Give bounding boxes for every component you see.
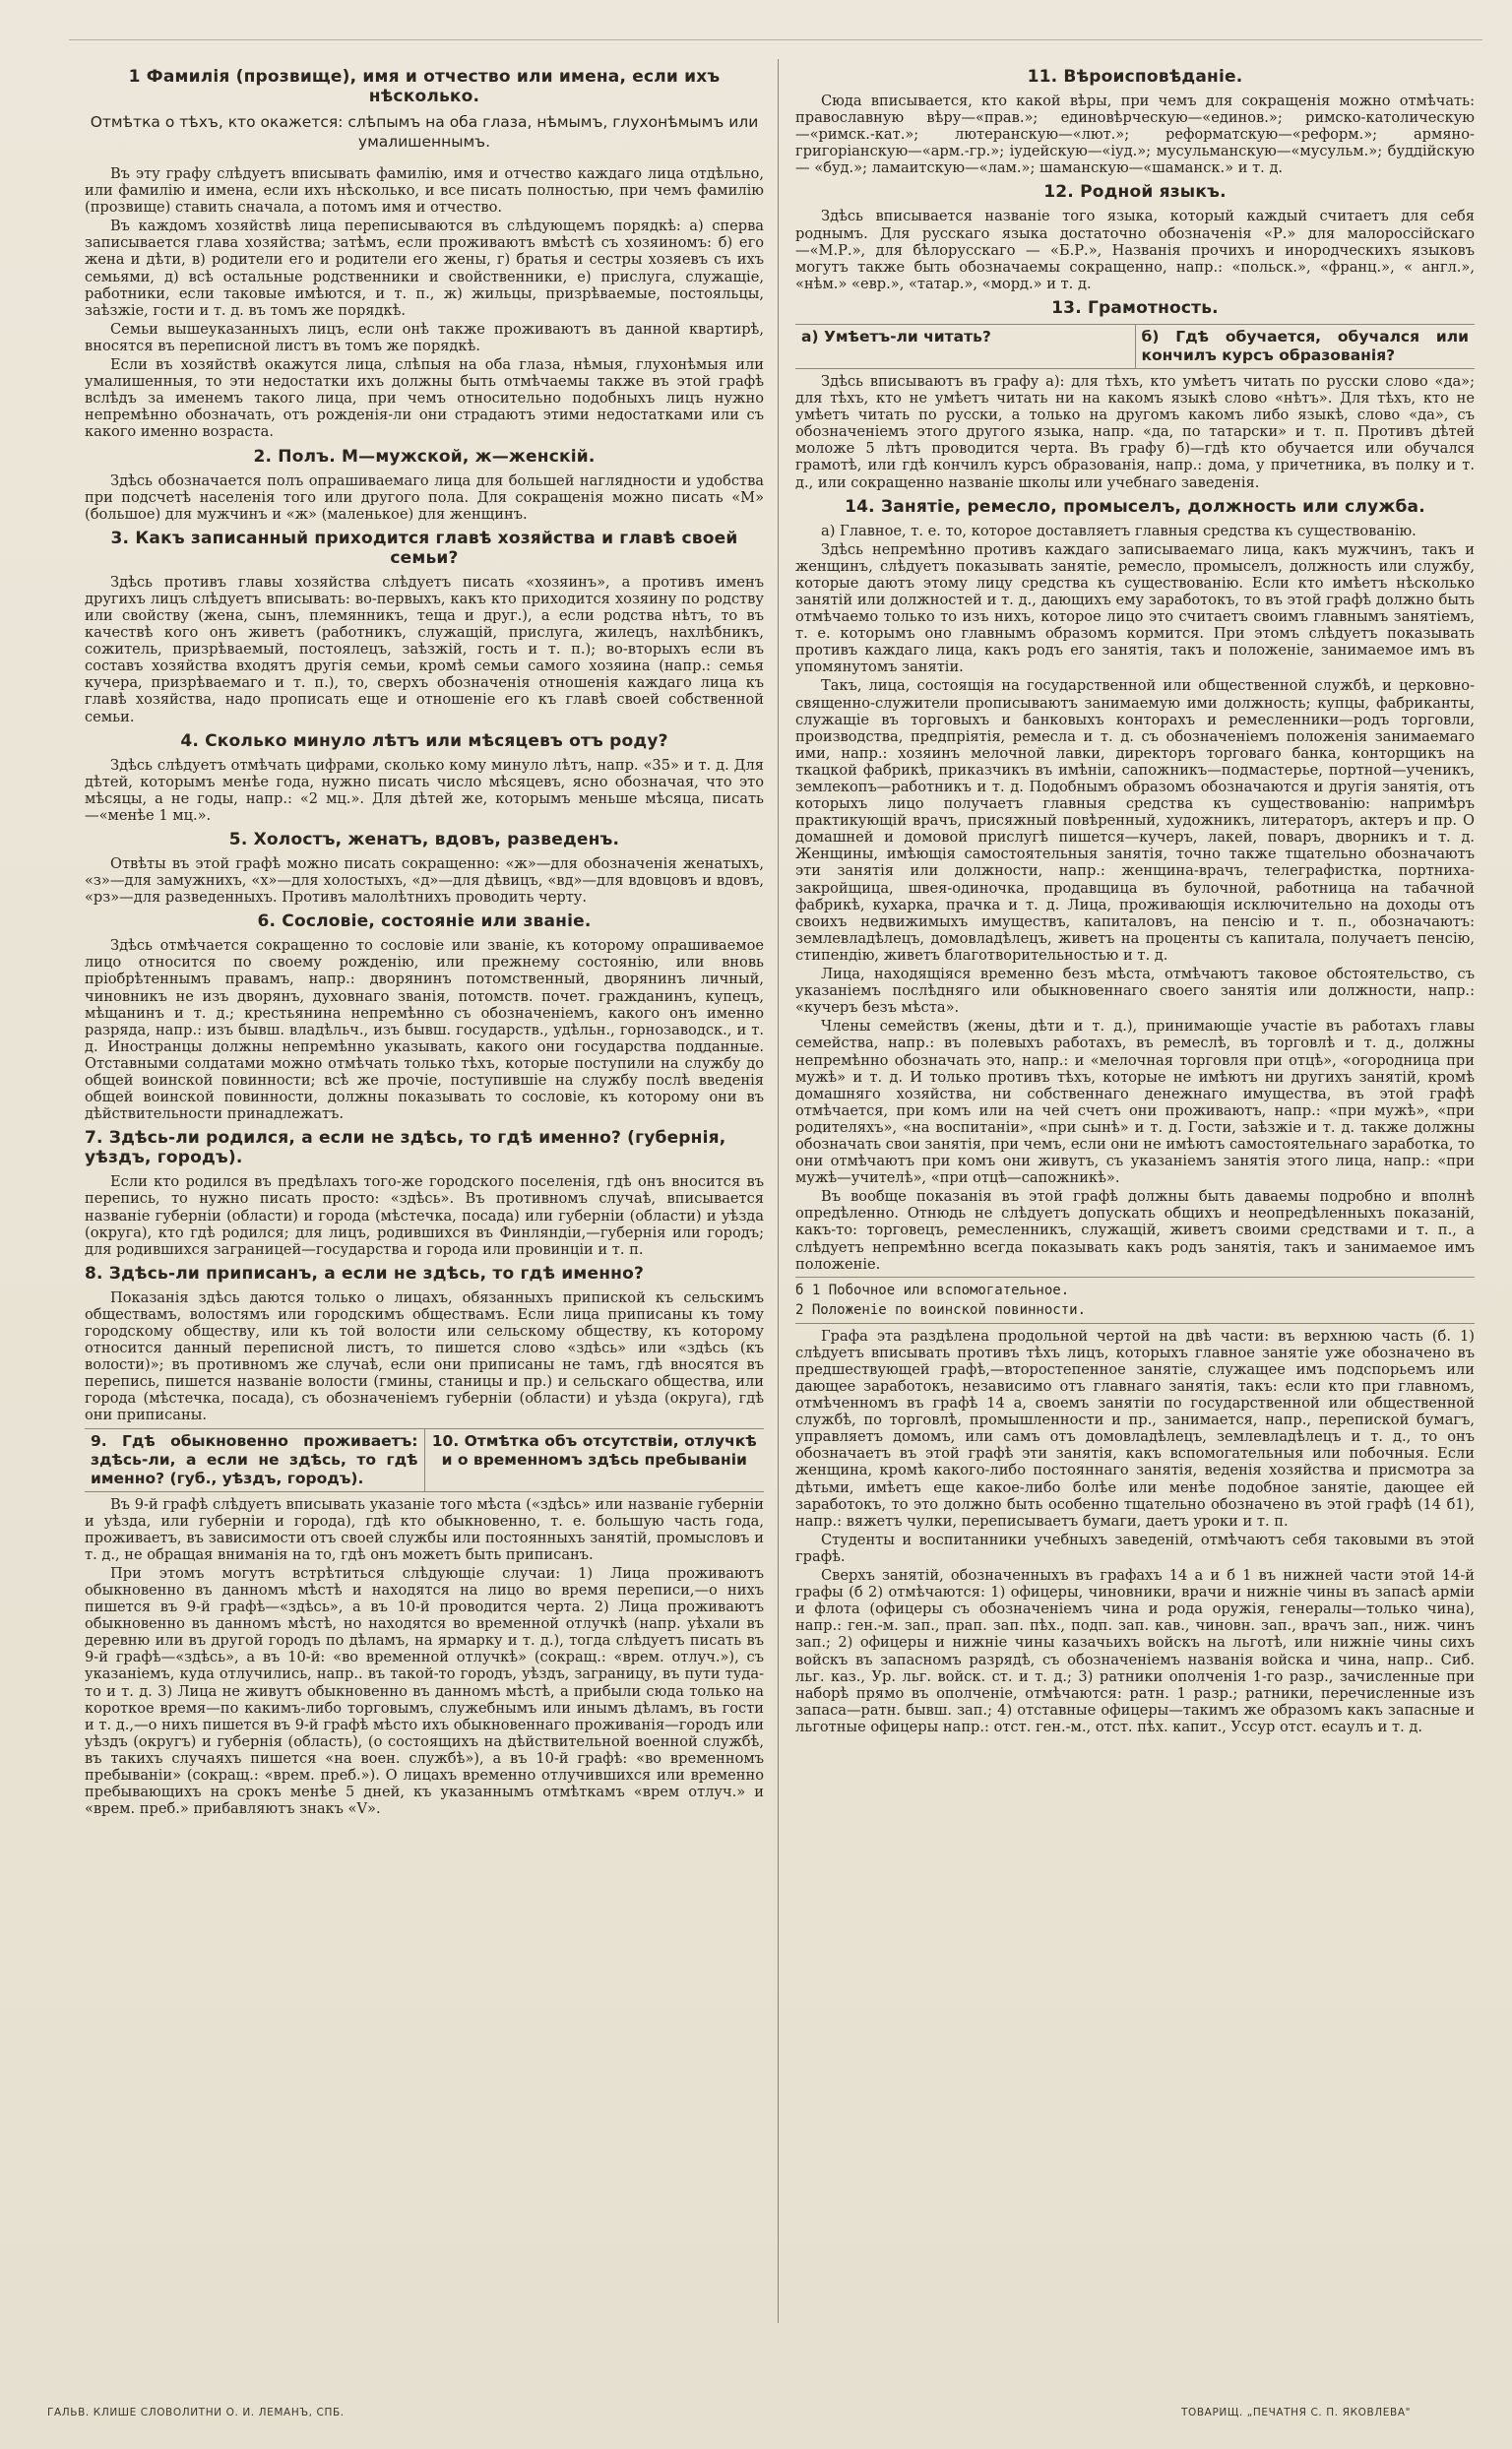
section-9-paragraph: Въ 9-й графѣ слѣдуетъ вписывать указаніе того мѣста («здѣсь» или названіе губерніи и уѣзда, или губерніи и города), гдѣ кто обыкновенно, т. е. большую часть года, проживаетъ, въ зависимости отъ своей службы или постоянныхъ занятій, промысловъ и т. д., не обращая вниманія на то, гдѣ онъ можетъ быть приписанъ. (85, 1495, 764, 1563)
section-3-title: 3. Какъ записанный приходится главѣ хозяйства и главѣ своей семьи? (110, 528, 738, 568)
section-5-paragraph: Отвѣты въ этой графѣ можно писать сокращенно: «ж»—для обозначенія женатыхъ, «з»—для замужнихъ, «х»—для холостыхъ, «д»—для дѣвицъ, «вд»—для вдовцовъ и вдовъ, «рз»—для разведенныхъ. Противъ малолѣтнихъ проводить черту. (85, 855, 764, 907)
section-9-title: 9. Гдѣ обыкновенно проживаетъ: здѣсь-ли, а если не здѣсь, то гдѣ именно? (губ., уѣздъ, городъ). (85, 1429, 425, 1491)
section-1-note: Отмѣтка о тѣхъ, кто окажется: слѣпымъ на оба глаза, нѣмымъ, глухонѣмымъ или умалишеннымъ. (90, 113, 759, 151)
section-2-paragraph: Здѣсь обозначается полъ опрашиваемаго лица для большей наглядности и удобства при подсчетѣ населенія того или другого пола. Для сокращенія можно писать «М» (большое) для мужчинъ и «ж» (маленькое) для женщинъ. (85, 471, 764, 523)
section-separator (795, 1323, 1475, 1324)
section-14-paragraph: Члены семействъ (жены, дѣти и т. д.), принимающіе участіе въ работахъ главы семейства, напр.: въ полевыхъ работахъ, въ ремеслѣ, въ торговлѣ и т. д., должны непремѣнно обозначать это, напр.: и «мелочная торговля при отцѣ», «огородница при мужѣ» и т. д. И только противъ тѣхъ, которые не имѣютъ ни другихъ занятій, кромѣ домашняго хозяйства, ни собственнаго денежнаго имущества, въ этой графѣ отмѣчается, при комъ или на чей счетъ они проживаютъ, напр.: «при мужѣ», «при родителяхъ», «на воспитаніи», «при сынѣ» и т. д. Гости, заѣзжіе и т. д. также должны обозначать свои занятія, при чемъ, если они не имѣютъ самостоятельнаго заработка, то они отмѣчаютъ при комъ они живутъ, съ указаніемъ занятія этого лица, напр.: «при мужѣ—учителѣ», «при отцѣ—сапожникѣ». (795, 1018, 1475, 1187)
section-9-10-header (85, 1428, 764, 1492)
section-10-title: 10. Отмѣтка объ отсутствіи, отлучкѣ и о временномъ здѣсь пребываніи (431, 1431, 757, 1469)
section-7-paragraph: Если кто родился въ предѣлахъ того-же городского поселенія, гдѣ онъ вносится въ перепись, то нужно писать просто: «здѣсь». Въ противномъ случаѣ, вписывается названіе губерніи (области) и города (мѣстечка, посада) или губерніи (области) и уѣзда (округа), кто гдѣ родился; для лицъ, родившихся въ Финляндіи,—губернія или городъ; для родившихся заграницей—государства и города или провинціи и т. п. (85, 1173, 764, 1258)
section-14-title: 14. Занятіе, ремесло, промыселъ, должность или служба. (845, 496, 1425, 517)
section-separator (795, 1277, 1475, 1278)
section-13-header (795, 324, 1475, 369)
section-2-title: 2. Полъ. М—мужской, ж—женскій. (253, 446, 596, 467)
section-14-subtitle: а) Главное, т. е. то, которое доставляетъ главныя средства къ существованію. (821, 522, 1417, 539)
section-4-paragraph: Здѣсь слѣдуетъ отмѣчать цифрами, сколько кому минуло лѣтъ, напр. «35» и т. д. Для дѣтей, которымъ менѣе года, нужно писать число мѣсяцевъ, ясно обозначая, что это мѣсяцы, а не годы, напр.: «2 мц.». Для дѣтей же, которымъ меньше мѣсяца, писать—«менѣе 1 мц.». (85, 756, 764, 824)
section-8-title: 8. Здѣсь-ли приписанъ, а если не здѣсь, то гдѣ именно? (85, 1263, 645, 1284)
section-14-paragraph: Такъ, лица, состоящія на государственной или общественной службѣ, и церковно-священно-служители прописываютъ занимаемую ими должность; купцы, фабриканты, служащіе въ торговыхъ и банковыхъ конторахъ и ремесленники—родъ торговли, производства, предпріятія, ремесла и т. д. съ обозначеніемъ положенія занимаемаго ими, напр.: хозяинъ мелочной лавки, директоръ торговаго банка, конторщикъ на ткацкой фабрикѣ, приказчикъ въ имѣніи, сапожникъ—подмастерье, портной—ученикъ, землекопъ—работникъ и т. д. Подобнымъ образомъ обозначаются и другія занятія, отъ которыхъ лицо получаетъ главныя средства къ существованію: напримѣръ практикующій врачъ, присяжный повѣренный, художникъ, литераторъ, актеръ и пр. О домашней и домовой прислугѣ пишется—кучеръ, лакей, поваръ, дворникъ и т. д. Женщины, имѣющія самостоятельныя занятія, точно также тщательно обозначаютъ эти занятія или должности, напр.: женщина-врачъ, телеграфистка, портниха-закройщица, швея-одиночка, продавщица въ булочной, работница на табачной фабрикѣ, кухарка, прачка и т. д. Лица, проживающія исключительно на доходы отъ своихъ недвижимыхъ имуществъ, капиталовъ, на пенсію и т. п., обозначаютъ: землевладѣлецъ, домовладѣлецъ, живетъ на проценты съ капитала, получаетъ пенсію, стипендію, живетъ благотворительностью и т. д. (795, 677, 1475, 964)
printer-imprint-left: ГАЛЬВ. КЛИШЕ СЛОВОЛИТНИ О. И. ЛЕМАНЪ, СПБ. (47, 2407, 345, 2418)
section-1-title: 1 Фамилія (прозвище), имя и отчество или имена, если ихъ нѣсколько. (128, 67, 721, 106)
section-3-paragraph: Здѣсь противъ главы хозяйства слѣдуетъ писать «хозяинъ», а противъ именъ другихъ лицъ слѣдуетъ вписывать: во-первыхъ, какъ кто приходится хозяину по родству или свойству (жена, сынъ, племянникъ, теща и друг.), а если родства нѣтъ, то въ качествѣ кого онъ живетъ (работникъ, служащій, прислуга, жилецъ, нахлѣбникъ, сожитель, призрѣваемый, постоялецъ, заѣзжій, гость и т. п.); во-вторыхъ если въ составъ хозяйства входятъ другія семьи, кромѣ семьи самого хозяина (напр.: семья кучера, призрѣваемаго и т. п.), то, сверхъ обозначенія отношенія каждаго лица къ главѣ хозяйства, надо прописать еще и отношеніе его къ главѣ своей собственной семьи. (85, 573, 764, 725)
section-7-title: 7. Здѣсь-ли родился, а если не здѣсь, то гдѣ именно? (губернія, уѣздъ, городъ). (85, 1128, 726, 1168)
column-divider (778, 59, 779, 2323)
section-1-paragraph: Въ эту графу слѣдуетъ вписывать фамилію, имя и отчество каждаго лица отдѣльно, или фамилію и имена, если ихъ нѣсколько, и все писать полностью, при чемъ фамилію (прозвище) ставить сначала, а потомъ имя и отчество. (85, 165, 764, 217)
section-14b2-title: 2 Положеніе по воинской повинности. (795, 1301, 1087, 1318)
section-8-paragraph: Показанія здѣсь даются только о лицахъ, обязанныхъ припиской къ сельскимъ обществамъ, волостямъ или городскимъ обществамъ. Если лица приписаны къ тому городскому обществу, или къ той волости или сельскому обществу, къ которому относится данный переписной листъ, то пишется слово «здѣсь» или «здѣсь (къ волости)»; въ противномъ же случаѣ, если они приписаны не тамъ, гдѣ вносятся въ перепись, пишется названіе волости (гмины, станицы и пр.) и сельскаго общества, или города (мѣстечка, посада), съ обозначеніемъ губерніи (области) и уѣзда (округа), гдѣ они приписаны. (85, 1288, 764, 1424)
section-14b1-title: б 1 Побочное или вспомогательное. (795, 1282, 1070, 1298)
section-14-paragraph: Сверхъ занятій, обозначенныхъ въ графахъ 14 а и б 1 въ нижней части этой 14-й графы (б 2) отмѣчаются: 1) офицеры, чиновники, врачи и нижніе чины въ запасѣ арміи и флота (офицеры съ обозначеніемъ чина и рода оружія, генералы—только чина), напр.: ген.-м. зап., прап. зап. пѣх., подп. зап. кав., чиновн. зап., врачъ зап., ниж. чинъ зап.; 2) офицеры и нижніе чины казачьихъ войскъ на льготѣ, или нижніе чины сихъ войскъ въ запасномъ разрядѣ, съ обозначеніемъ названія войска и чина, напр.. Сиб. льг. каз., Ур. льг. войск. ст. и т. д.; 3) ратники ополченія 1-го разр., зачисленные при наборѣ прямо въ ополченіе, отмѣчаются: ратн. 1 разр.; ратники, перечисленные изъ запаса—ратн. бывш. зап.; 4) отставные офицеры—такимъ же образомъ какъ запасные и льготные офицеры напр.: отст. ген.-м., отст. пѣх. капит., Уссур отст. есаулъ и т. д. (795, 1567, 1475, 1735)
printer-imprint-right: ТОВАРИЩ. „ПЕЧАТНЯ С. П. ЯКОВЛЕВА" (1181, 2407, 1412, 2418)
section-6-paragraph: Здѣсь отмѣчается сокращенно то сословіе или званіе, къ которому опрашиваемое лицо относится по своему рожденію, или прежнему состоянію, или вновь пріобрѣтеннымъ правамъ, напр.: дворянинъ потомственный, дворянинъ личный, чиновникъ не изъ дворянъ, духовнаго званія, потомств. почет. гражданинъ, купецъ, мѣщанинъ и т. д.; крестьянина непремѣнно съ обозначеніемъ, какого онъ именно разряда, напр.: изъ бывш. владѣльч., изъ бывш. государств., удѣльн., горнозаводск., и т. д. Иностранцы должны непремѣнно указывать, какого они государства подданные. Отставными солдатами можно отмѣчать только тѣхъ, которые поступили на службу до общей воинской повинности; всѣ же прочіе, поступившіе на службу послѣ введенія общей воинской повинности, должны показывать то сословіе, къ которому они въ дѣйствительности принадлежатъ. (85, 937, 764, 1123)
top-rule (69, 39, 1482, 40)
section-6-title: 6. Сословіе, состояніе или званіе. (257, 911, 592, 932)
section-14-paragraph: Студенты и воспитанники учебныхъ заведеній, отмѣчаютъ себя таковыми въ этой графѣ. (795, 1531, 1475, 1565)
left-column (85, 61, 764, 1819)
section-14-paragraph: Лица, находящіяся временно безъ мѣста, отмѣчаютъ таковое обстоятельство, съ указаніемъ послѣдняго или обыкновеннаго своего занятія или должности, напр.: «кучеръ безъ мѣста». (795, 966, 1475, 1017)
section-12-paragraph: Здѣсь вписывается названіе того языка, который каждый считаетъ для себя роднымъ. Для русскаго языка достаточно обозначенія «Р.» для малороссійскаго—«М.Р.», для бѣлорусскаго — «Б.Р.», Названія прочихъ и инородческихъ языковъ могутъ также быть обозначаемы сокращенно, напр.: «польск.», «франц.», « англ.», «нѣм.» «евр.», «татар.», «морд.» и т. д. (795, 208, 1475, 292)
section-12-title: 12. Родной языкъ. (1043, 182, 1227, 203)
section-9-paragraph: При этомъ могутъ встрѣтиться слѣдующіе случаи: 1) Лица проживаютъ обыкновенно въ данномъ мѣстѣ и находятся на лицо во время переписи,—о нихъ пишется въ 9-й графѣ—«здѣсь», а въ 10-й проводится черта. 2) Лица проживаютъ обыкновенно въ данномъ мѣстѣ, но находятся во временной отлучкѣ (напр. уѣхали въ деревню или въ другой городъ по дѣламъ, на ярмарку и т. д.), тогда слѣдуетъ писать въ 9-й графѣ—«здѣсь», а въ 10-й: «во временной отлучкѣ» (сокращ.: «врем. отлуч.»), съ указаніемъ, куда отлучились, напр.. въ такой-то городъ, уѣздъ, заграницу, въ пути туда-то и т. д. 3) Лица не живутъ обыкновенно въ данномъ мѣстѣ, а прибыли сюда только на короткое время—по какимъ-либо торговымъ, служебнымъ или инымъ дѣламъ, въ гости и т. д.,—о нихъ пишется въ 9-й графѣ мѣсто ихъ обыкновеннаго проживанія—городъ или уѣздъ (округъ) и губернія (область), (о состоящихъ на дѣйствительной военной службѣ, въ такихъ случаяхъ пишется «на воен. службѣ»), а въ 10-й графѣ: «во временномъ пребываніи» (сокращ.: «врем. преб.»). О лицахъ временно отлучившихся или временно пребывающихъ на срокъ менѣе 5 дней, къ указаннымъ отмѣткамъ «врем отлуч.» и «врем. преб.» прибавляютъ знакъ «V». (85, 1564, 764, 1818)
section-13-paragraph: Здѣсь вписываютъ въ графу а): для тѣхъ, кто умѣетъ читать по русски слово «да»; для тѣхъ, кто не умѣетъ читать ни на какомъ языкѣ слово «нѣтъ». Для тѣхъ, кто не умѣетъ читать по русски, а только на другомъ какомъ либо языкѣ, слово «да», съ обозначеніемъ этого другого языка, напр. «да, по татарски» и т. п. Противъ дѣтей моложе 5 лѣтъ проводится черта. Въ графу б)—гдѣ кто обучается или обучался грамотѣ, или гдѣ кончилъ курсъ образованія, напр.: дома, у причетника, въ полку и т. д., или сокращенно названіе школы или учебнаго заведенія. (795, 372, 1475, 491)
section-1-paragraph: Въ каждомъ хозяйствѣ лица переписываются въ слѣдующемъ порядкѣ: а) сперва записывается глава хозяйства; затѣмъ, если проживаютъ вмѣстѣ съ хозяиномъ: б) его жена и дѣти, в) родители его и родители его жены, г) братья и сестры хозяевъ съ ихъ семьями, д) всѣ остальные родственники и свойственники, е) прислуга, служащіе, работники, если таковые имѣются, и т. п., ж) жильцы, призрѣваемые, постояльцы, заѣзжіе, гости и т. д. въ томъ же порядкѣ. (85, 218, 764, 319)
section-5-title: 5. Холостъ, женатъ, вдовъ, разведенъ. (228, 830, 620, 849)
section-1-paragraph: Семьи вышеуказанныхъ лицъ, если онѣ также проживаютъ въ данной квартирѣ, вносятся въ переписной листъ въ томъ же порядкѣ. (85, 320, 764, 354)
section-13b-title: б) Гдѣ обучается, обучался или кончилъ курсъ образованія? (1141, 327, 1469, 364)
section-14-paragraph: Здѣсь непремѣнно противъ каждаго записываемаго лица, какъ мужчинъ, такъ и женщинъ, слѣдуетъ показывать занятіе, ремесло, промыселъ, должность или службу, которые даютъ этому лицу средства къ существованію. Если кто имѣетъ нѣсколько занятій или должностей и т. д., дающихъ ему заработокъ, то въ этой графѣ должно быть отмѣчаемо только то изъ нихъ, которое лицо это считаетъ своимъ главнымъ занятіемъ, т. е. которымъ оно главнымъ образомъ кормится. При этомъ слѣдуетъ показывать противъ каждаго лица, какъ родъ его занятія, такъ и положеніе, занимаемое имъ въ упомянутомъ занятіи. (795, 540, 1475, 676)
section-11-title: 11. Вѣроисповѣданіе. (1027, 67, 1243, 87)
section-11-paragraph: Сюда вписывается, кто какой вѣры, при чемъ для сокращенія можно отмѣчать: православную вѣру—«прав.»; единовѣрческую—«единов.»; римско-католическую—«римск.-кат.»; лютеранскую—«лют.»; реформатскую—«реформ.»; армяно-григоріанскую—«арм.-гр.»; іудейскую—«іуд.»; мусульманскую—«мусульм.»; буддійскую — «буд.»; ламаитскую—«лам.»; шаманскую—«шаманск.» и т. д. (795, 93, 1475, 177)
section-13-title: 13. Грамотность. (1051, 297, 1219, 318)
right-column (795, 61, 1475, 1737)
section-1-paragraph: Если въ хозяйствѣ окажутся лица, слѣпыя на оба глаза, нѣмыя, глухонѣмыя или умалишенныя, то эти недостатки ихъ должны быть отмѣчаемы также въ этой графѣ вслѣдъ за именемъ такого лица, при чемъ относительно подобныхъ лицъ нужно непремѣнно обозначать, отъ рожденія-ли они страдаютъ этими недостатками или съ какого именно возраста. (85, 356, 764, 441)
section-13a-title: а) Умѣетъ-ли читать? (795, 325, 1136, 368)
section-14-paragraph: Въ вообще показанія въ этой графѣ должны быть даваемы подробно и вполнѣ опредѣленно. Отнюдь не слѣдуетъ допускать общихъ и неопредѣленныхъ показаній, какъ-то: торговецъ, ремесленникъ, служащій, живетъ своими средствами и т. п., а слѣдуетъ непремѣнно всегда показывать какъ родъ занятія, такъ и занимаемое имъ положеніе. (795, 1188, 1475, 1273)
section-14-paragraph: Графа эта раздѣлена продольной чертой на двѣ части: въ верхнюю часть (б. 1) слѣдуетъ вписывать противъ тѣхъ лицъ, которыхъ главное занятіе уже обозначено въ предшествующей графѣ,—второстепенное занятіе, служащее имъ подспорьемъ или дающее заработокъ, независимо отъ главнаго занятія, такъ: если кто при главномъ, отмѣченномъ въ графѣ 14 а, своемъ занятіи по государственной или общественной службѣ, по торговлѣ, промышленности и пр., занимается, напр., перепиской бумагъ, управляетъ домомъ, или самъ отъ домовладѣлецъ, землевладѣлецъ и т. д., то онъ обозначаетъ въ этой графѣ эти занятія, какъ вспомогательныя или побочныя. Если женщина, кромѣ какого-либо постояннаго занятія, веденія хозяйства и присмотра за дѣтьми, имѣетъ еще какое-либо болѣе или менѣе подобное занятіе, дающее ей заработокъ, то это должно быть особенно тщательно обозначено въ этой графѣ (14 б1), напр.: вяжетъ чулки, переписываетъ бумаги, даетъ уроки и т. п. (795, 1327, 1475, 1530)
section-4-title: 4. Сколько минуло лѣтъ или мѣсяцевъ отъ роду? (180, 730, 668, 751)
